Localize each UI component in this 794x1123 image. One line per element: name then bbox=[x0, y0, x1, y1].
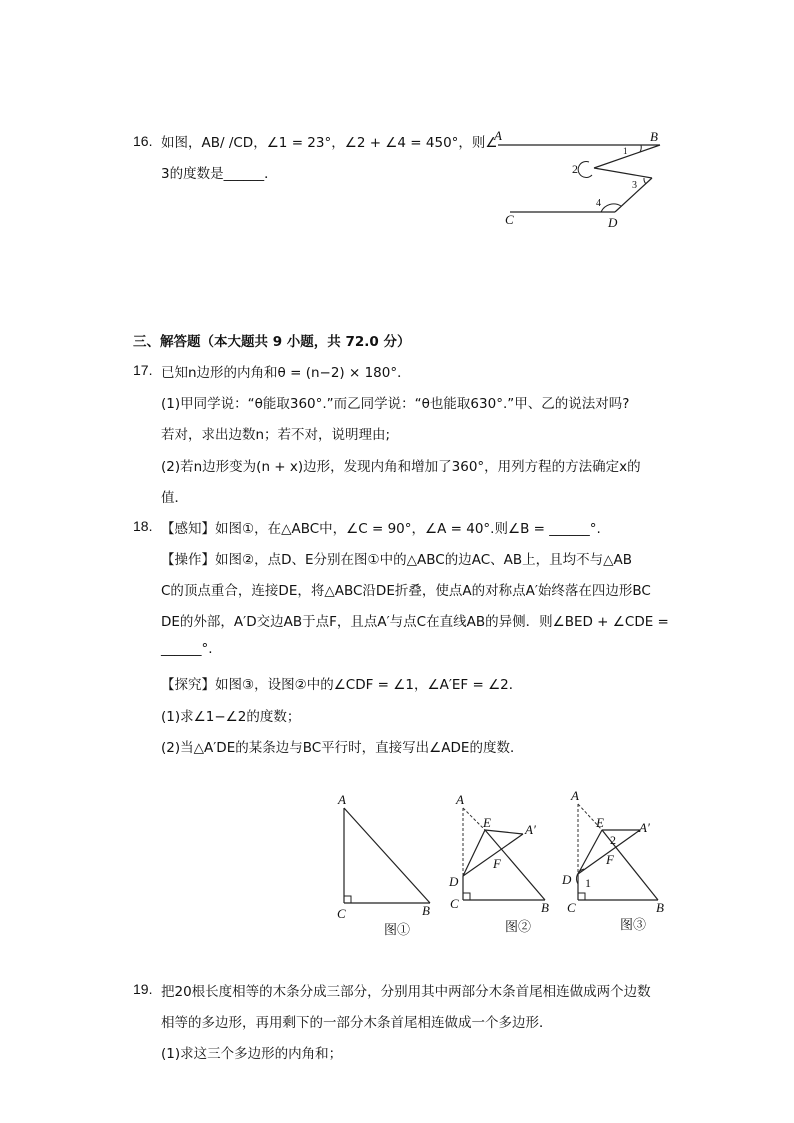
label-e: E bbox=[483, 815, 491, 830]
label-a-prime: A′ bbox=[639, 820, 650, 835]
label-f: F bbox=[606, 852, 614, 867]
q19-line3: (1)求这三个多边形的内角和； bbox=[161, 1046, 343, 1062]
q18-number: 18. bbox=[133, 518, 153, 534]
label-d: D bbox=[608, 215, 618, 230]
q16-number: 16. bbox=[133, 133, 153, 149]
caption-fig2: 图② bbox=[505, 920, 532, 935]
label-b: B bbox=[541, 900, 549, 915]
label-c: C bbox=[450, 896, 459, 911]
label-c: C bbox=[567, 900, 576, 915]
side-ab bbox=[344, 808, 430, 903]
label-c: C bbox=[505, 212, 514, 227]
q18-line5: ______°. bbox=[161, 641, 213, 657]
side-de bbox=[463, 830, 485, 876]
label-angle-2: 2 bbox=[610, 833, 616, 847]
q19-line2: 相等的多边形，再用剩下的一部分木条首尾相连做成一个多边形． bbox=[161, 1015, 553, 1031]
q19-line1: 把20根长度相等的木条分成三部分，分别用其中两部分木条首尾相连做成两个边数 bbox=[161, 984, 651, 1000]
label-angle-2: 2 bbox=[572, 162, 578, 176]
dashed-ae bbox=[463, 808, 485, 830]
q18-line1: 【感知】如图①，在△ABC中，∠C = 90°，∠A = 40°.则∠B = ______°. bbox=[161, 521, 601, 537]
caption-fig3: 图③ bbox=[620, 918, 647, 933]
angle-3-arc bbox=[644, 178, 646, 184]
label-a-prime: A′ bbox=[525, 822, 536, 837]
q18-figure-3 bbox=[560, 786, 675, 938]
q19-number: 19. bbox=[133, 981, 153, 997]
q18-line6: 【探究】如图③，设图②中的∠CDF = ∠1，∠A′EF = ∠2． bbox=[161, 677, 523, 693]
label-d: D bbox=[562, 872, 572, 887]
q18-line4: DE的外部，A′D交边AB于点F，且点A′与点C在直线AB的异侧．则∠BED + ∠CDE = bbox=[161, 614, 669, 630]
label-b: B bbox=[656, 900, 664, 915]
q18-line2: 【操作】如图②，点D、E分别在图①中的△ABC的边AC、AB上，且均不与△AB bbox=[161, 552, 632, 568]
angle-4-arc bbox=[601, 204, 621, 212]
section-heading: 三、解答题（本大题共 9 小题，共 72.0 分） bbox=[133, 334, 411, 350]
label-c: C bbox=[337, 906, 346, 921]
label-b: B bbox=[650, 129, 658, 144]
label-d: D bbox=[449, 874, 459, 889]
q16-text-line1: 如图，AB/ /CD，∠1 = 23°，∠2 + ∠4 = 450°，则∠ bbox=[161, 135, 498, 151]
caption-fig1: 图① bbox=[384, 923, 411, 938]
q17-part1-line1: (1)甲同学说：“θ能取360°.”而乙同学说：“θ也能取630°.”甲、乙的说法对吗? bbox=[161, 396, 630, 412]
q17-part2-line1: (2)若n边形变为(n + x)边形，发现内角和增加了360°，用列方程的方法确定x的 bbox=[161, 459, 641, 475]
q17-intro: 已知n边形的内角和θ = (n−2) × 180°． bbox=[161, 365, 411, 381]
label-b: B bbox=[422, 903, 430, 918]
angle-2-arc bbox=[578, 161, 592, 177]
q18-line3: C的顶点重合，连接DE，将△ABC沿DE折叠，使点A的对称点A′始终落在四边形BC bbox=[161, 583, 651, 599]
q18-figure-2 bbox=[445, 788, 565, 938]
label-a: A bbox=[338, 792, 346, 807]
q18-line7: (1)求∠1−∠2的度数； bbox=[161, 709, 301, 725]
q18-line8: (2)当△A′DE的某条边与BC平行时，直接写出∠ADE的度数． bbox=[161, 740, 524, 756]
right-angle-mark bbox=[578, 893, 585, 900]
right-angle-mark bbox=[463, 893, 470, 900]
label-angle-1: 1 bbox=[585, 876, 591, 890]
side-de bbox=[578, 830, 602, 874]
label-a: A bbox=[494, 128, 502, 143]
label-e: E bbox=[596, 815, 604, 830]
angle-1-arc bbox=[640, 145, 641, 152]
label-angle-3: 3 bbox=[632, 180, 637, 191]
label-f: F bbox=[493, 856, 501, 871]
line-2-e bbox=[594, 168, 652, 178]
label-a: A bbox=[571, 788, 579, 803]
label-angle-1: 1 bbox=[623, 146, 628, 156]
q17-part1-line2: 若对，求出边数n；若不对，说明理由; bbox=[161, 427, 391, 443]
q16-figure bbox=[490, 120, 670, 235]
q17-number: 17. bbox=[133, 362, 153, 378]
side-ea2 bbox=[485, 830, 523, 834]
label-a: A bbox=[456, 792, 464, 807]
q17-part2-line2: 值． bbox=[161, 490, 188, 506]
right-angle-mark bbox=[344, 896, 351, 903]
label-angle-4: 4 bbox=[596, 198, 601, 209]
q16-text-line2: 3的度数是______． bbox=[161, 166, 278, 182]
q18-figure-1 bbox=[330, 790, 450, 945]
